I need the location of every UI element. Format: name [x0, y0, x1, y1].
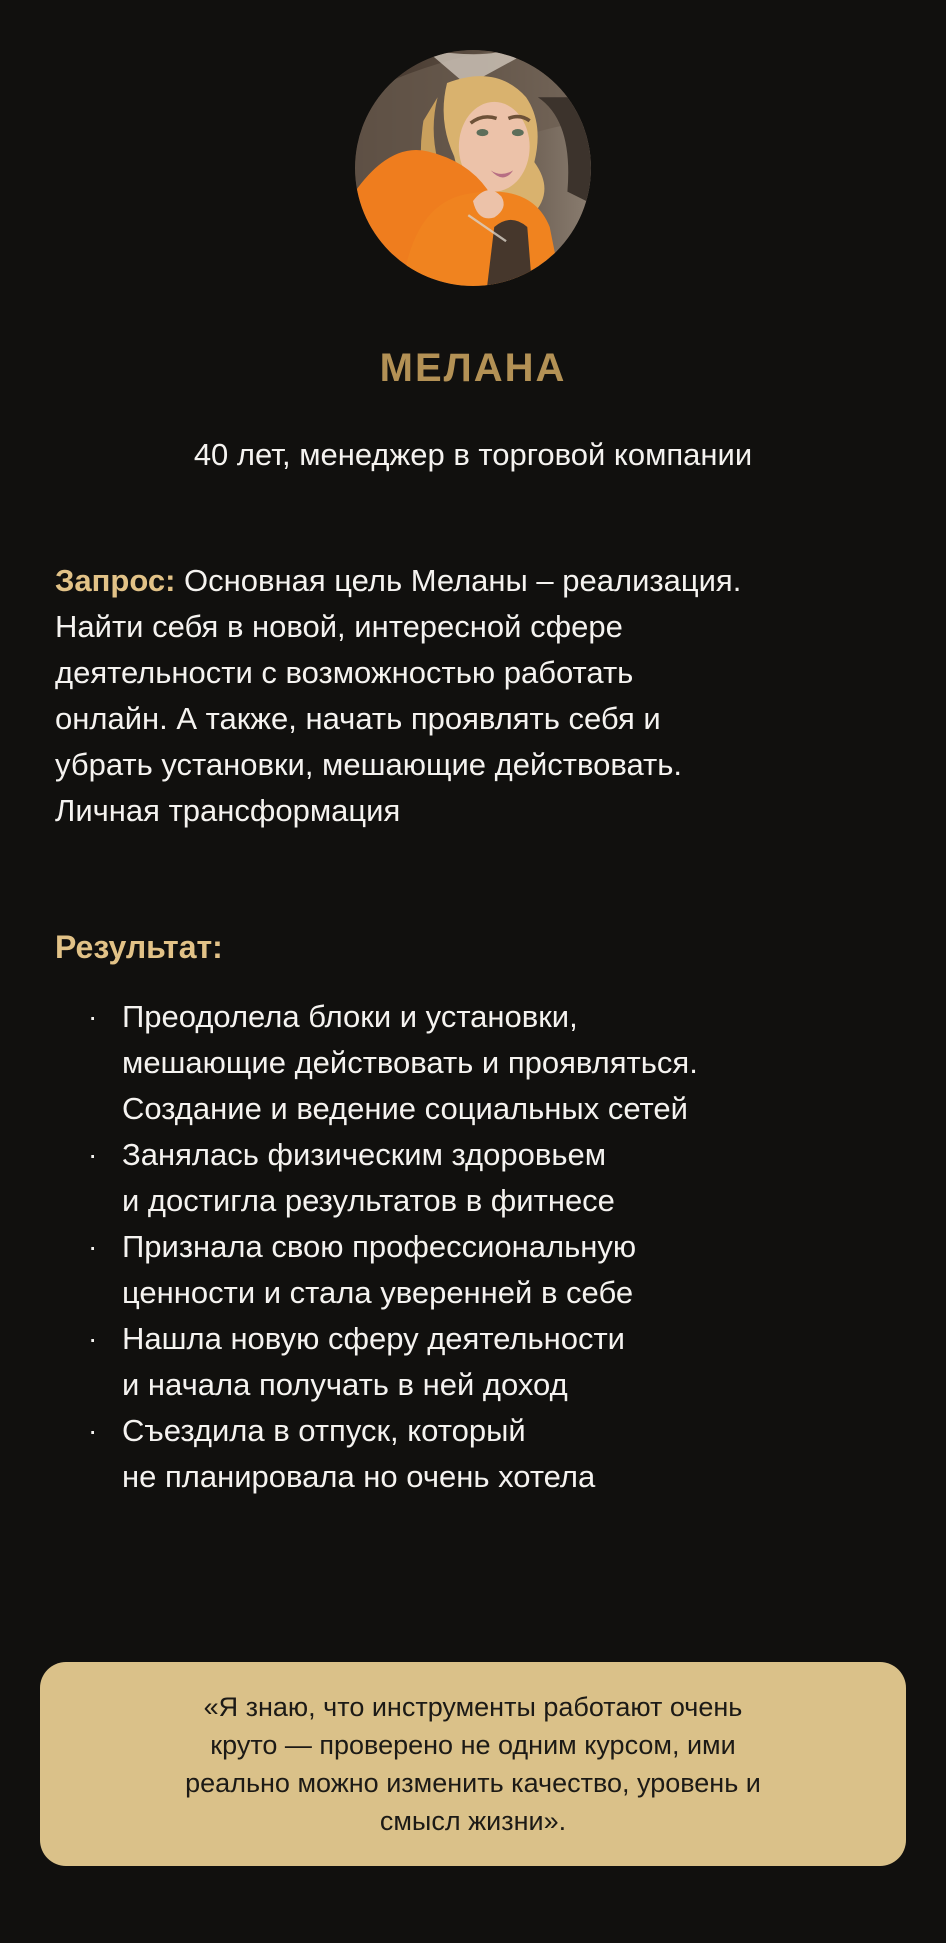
- request-line: Запрос: Основная цель Меланы – реализация.: [55, 563, 742, 598]
- result-item-text: [122, 1316, 625, 1408]
- result-item: [72, 1224, 906, 1316]
- results-list: [72, 994, 906, 1500]
- result-item: [72, 1132, 906, 1224]
- result-item: [72, 994, 906, 1132]
- avatar: [355, 50, 591, 286]
- result-line: и достигла результатов в фитнесе: [122, 1183, 615, 1218]
- request-label: Запрос:: [55, 563, 185, 598]
- quote-line: смысл жизни».: [379, 1806, 567, 1836]
- request-line: онлайн. А также, начать проявлять себя и: [55, 701, 661, 736]
- request-paragraph: [55, 558, 898, 834]
- request-line: убрать установки, мешающие действовать.: [55, 747, 682, 782]
- result-item-text: [122, 994, 698, 1132]
- result-line: Нашла новую сферу деятельности: [122, 1321, 625, 1356]
- profile-subtitle: 40 лет, менеджер в торговой компании: [193, 437, 753, 472]
- result-line: не планировала но очень хотела: [122, 1459, 596, 1494]
- result-item: [72, 1316, 906, 1408]
- avatar-photo: [355, 50, 591, 286]
- quote-line: «Я знаю, что инструменты работают очень: [203, 1692, 743, 1722]
- bullet-icon: ·: [88, 1001, 98, 1032]
- result-item-text: [122, 1132, 615, 1224]
- request-line: деятельности с возможностью работать: [55, 655, 634, 690]
- result-line: Признала свою профессиональную: [122, 1229, 637, 1264]
- bullet-icon: ·: [88, 1323, 98, 1354]
- profile-name: МЕЛАНА: [379, 346, 567, 390]
- bullet-icon: ·: [88, 1415, 98, 1446]
- bullet-icon: ·: [88, 1139, 98, 1170]
- quote-line: круто — проверено не одним курсом, ими: [210, 1730, 736, 1760]
- result-line: и начала получать в ней доход: [122, 1367, 568, 1402]
- request-line: Найти себя в новой, интересной сфере: [55, 609, 623, 644]
- bullet-icon: ·: [88, 1231, 98, 1262]
- quote-line: реально можно изменить качество, уровень и: [185, 1768, 761, 1798]
- result-item: [72, 1408, 906, 1500]
- result-line: Съездила в отпуск, который: [122, 1413, 526, 1448]
- result-line: Преодолела блоки и установки,: [122, 999, 578, 1034]
- request-line: Личная трансформация: [55, 793, 401, 828]
- result-line: ценности и стала уверенней в себе: [122, 1275, 634, 1310]
- testimonial-page: [0, 50, 946, 1943]
- result-item-text: [122, 1224, 636, 1316]
- result-line: мешающие действовать и проявляться.: [122, 1045, 698, 1080]
- results-label: Результат:: [55, 929, 223, 965]
- result-line: Занялась физическим здоровьем: [122, 1137, 607, 1172]
- result-item-text: [122, 1408, 595, 1500]
- quote-card: [40, 1662, 906, 1866]
- result-line: Создание и ведение социальных сетей: [122, 1091, 688, 1126]
